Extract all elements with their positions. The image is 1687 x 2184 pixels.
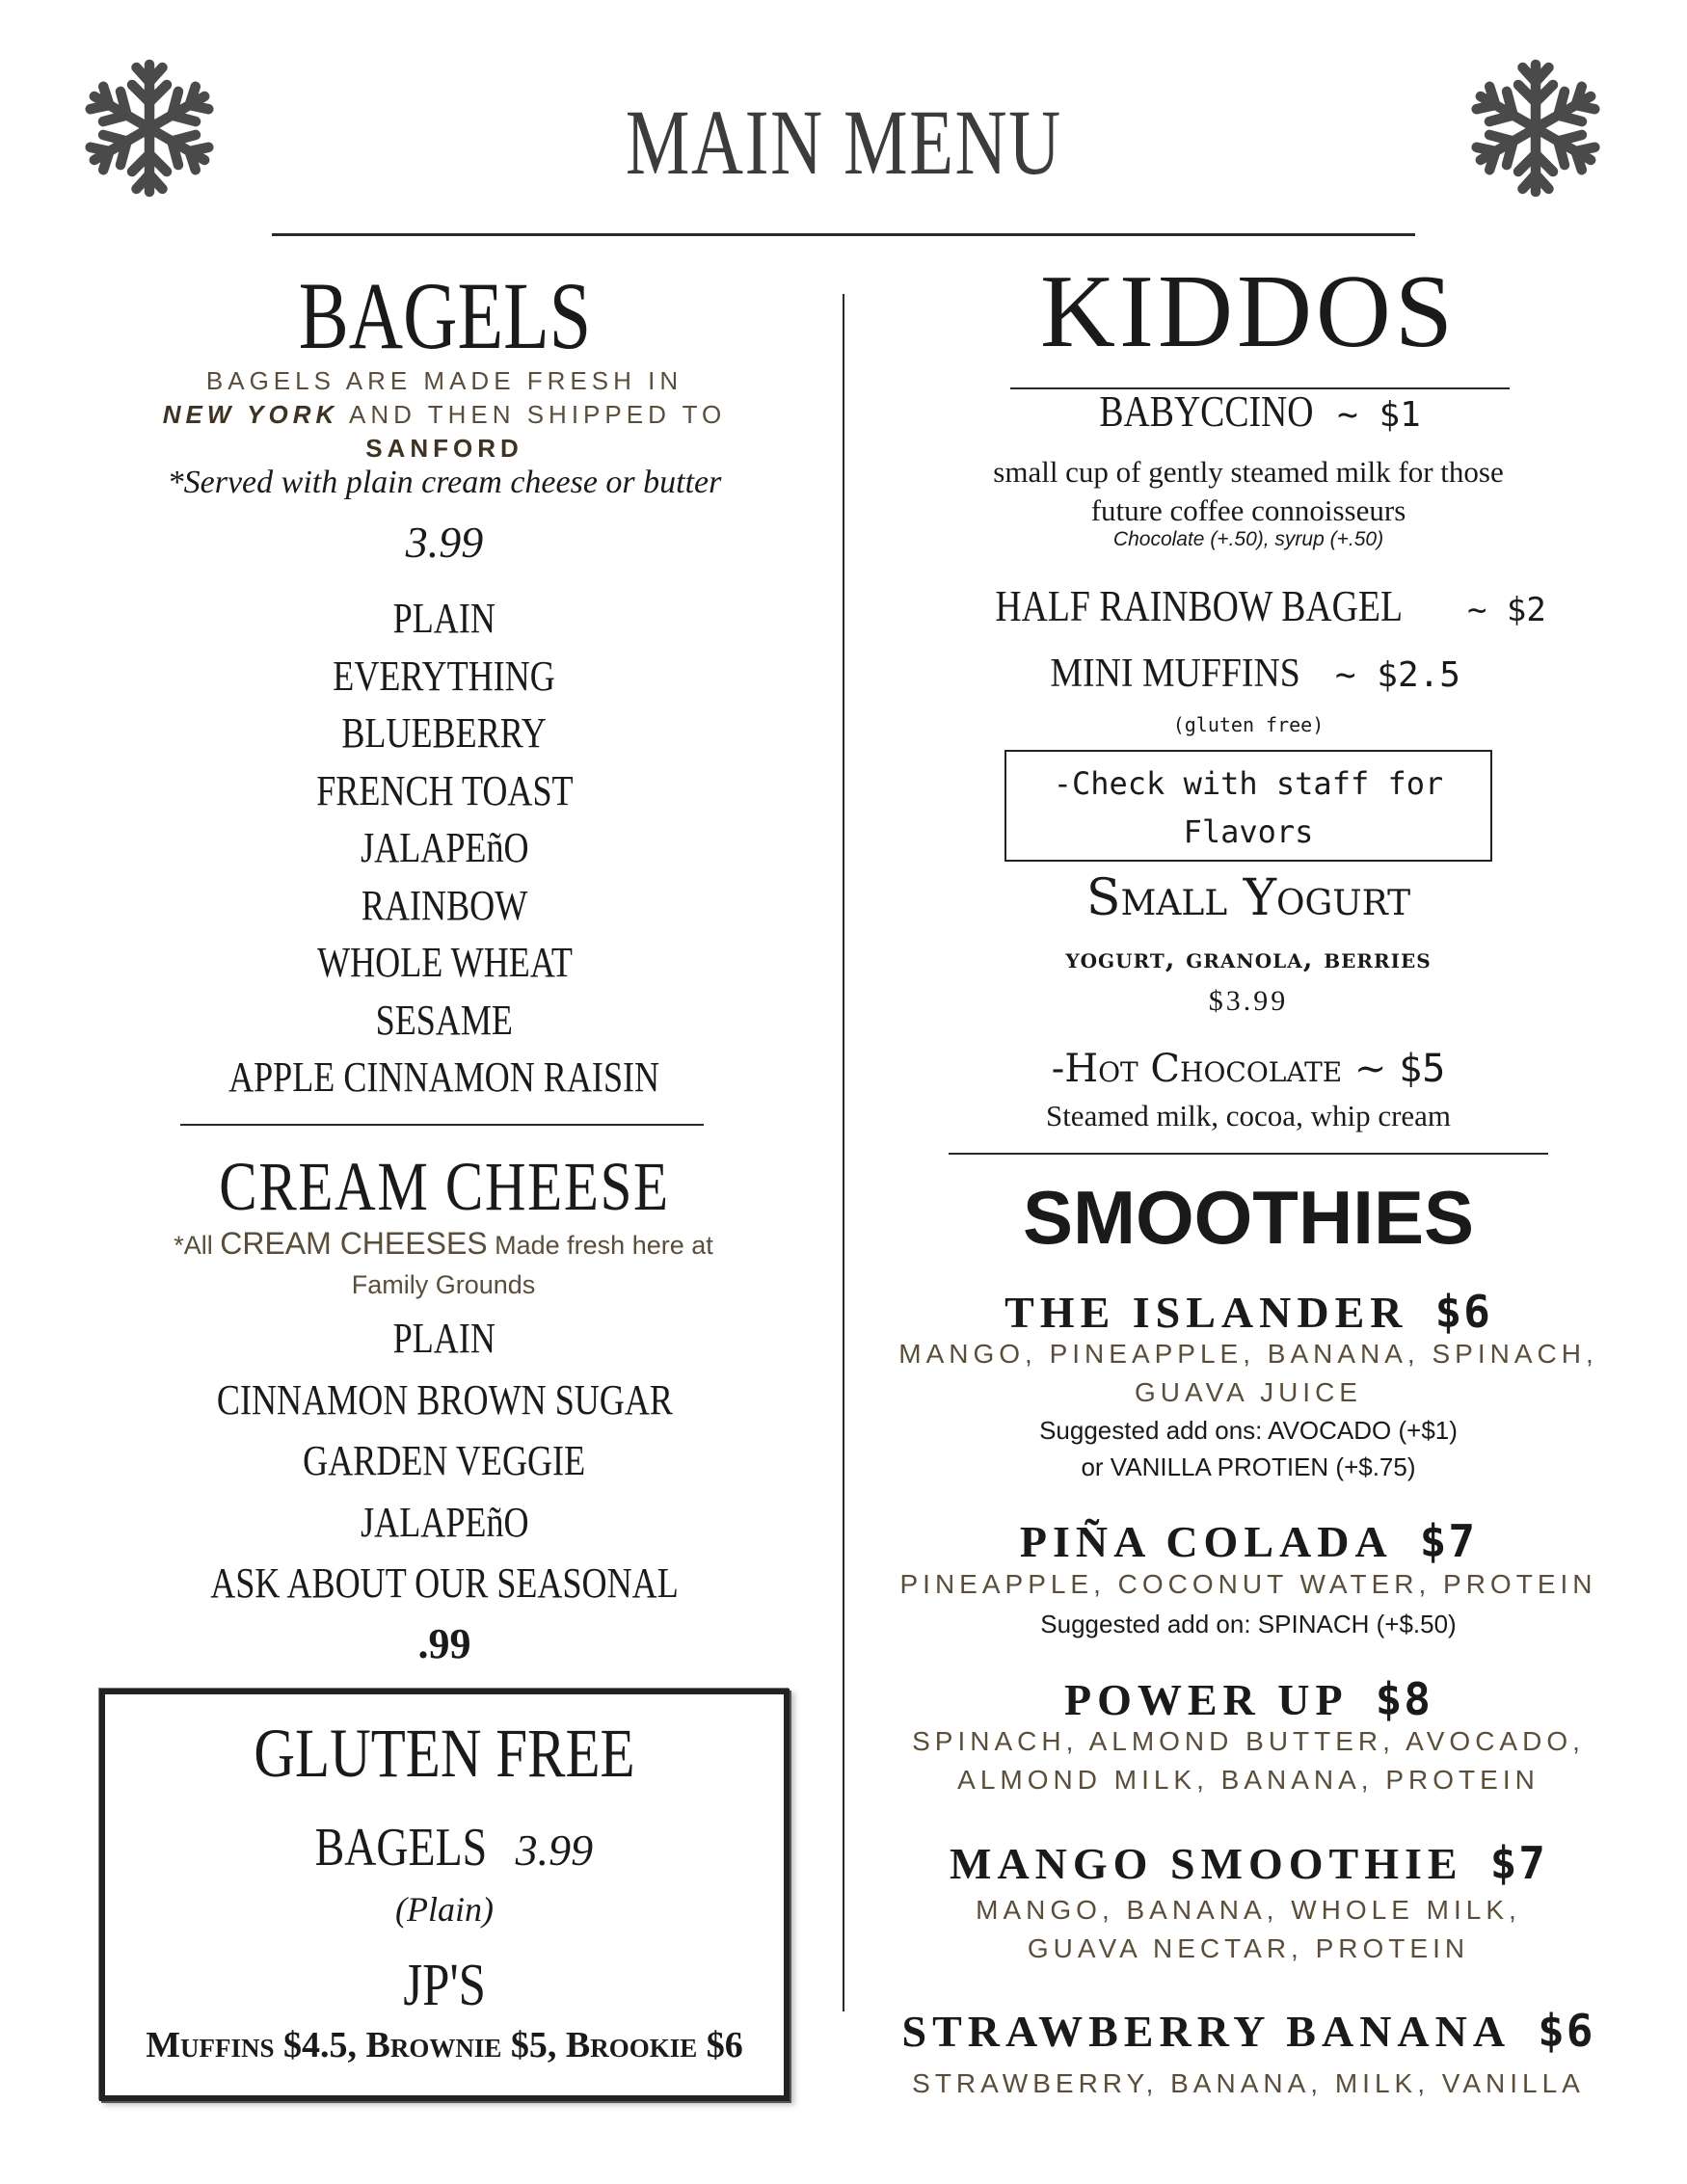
smoothie-ingredients: STRAWBERRY, BANANA, MILK, VANILLA — [912, 2068, 1585, 2098]
cream-cheese-heading: CREAM CHEESE — [219, 1148, 670, 1225]
bagels-origin-line1: BAGELS ARE MADE FRESH IN — [205, 366, 683, 395]
list-item: ASK ABOUT OUR SEASONAL — [210, 1559, 679, 1607]
smoothie-name: THE ISLANDER $6 — [1004, 1286, 1492, 1338]
mini-muffins-note: (gluten free) — [1172, 713, 1325, 736]
smoothie-name: PIÑA COLADA $7 — [1019, 1515, 1478, 1567]
small-yogurt-description: yogurt, granola, berries — [1065, 943, 1432, 974]
cream-cheese-note: *All CREAM CHEESES Made fresh here at Family Grounds — [174, 1226, 713, 1299]
half-rainbow-bagel-item: HALF RAINBOW BAGEL ~ $2 — [995, 581, 1546, 630]
gluten-free-bagels: BAGELS 3.99 — [314, 1818, 594, 1878]
list-item: PLAIN — [392, 1315, 496, 1362]
list-item: RAINBOW — [361, 881, 528, 929]
page-title: MAIN MENU — [625, 91, 1062, 194]
bagels-served-note: *Served with plain cream cheese or butter — [167, 465, 722, 500]
gluten-free-bagels-note: (Plain) — [395, 1890, 494, 1929]
smoothie-ingredients: SPINACH, ALMOND BUTTER, AVOCADO, ALMOND MILK, BANANA, PROTEIN — [912, 1726, 1585, 1795]
jps-heading: JP'S — [403, 1953, 486, 2018]
list-item: GARDEN VEGGIE — [303, 1437, 586, 1484]
smoothie-name: POWER UP $8 — [1064, 1673, 1433, 1725]
smoothie-ingredients: MANGO, PINEAPPLE, BANANA, SPINACH, GUAVA JUICE — [898, 1339, 1598, 1407]
babyccino-description: small cup of gently steamed milk for those future coffee connoisseurs — [993, 455, 1504, 527]
list-item: CINNAMON BROWN SUGAR — [216, 1375, 673, 1424]
bagels-heading: BAGELS — [298, 262, 591, 369]
gluten-free-heading: GLUTEN FREE — [254, 1715, 635, 1792]
list-item: JALAPEñO — [360, 824, 529, 871]
list-item: PLAIN — [392, 595, 496, 642]
section-divider — [180, 1124, 704, 1126]
hot-chocolate-description: Steamed milk, cocoa, whip cream — [1045, 1099, 1452, 1132]
smoothie-name: STRAWBERRY BANANA $6 — [901, 2005, 1595, 2057]
cream-cheese-list — [125, 1308, 763, 1614]
cream-cheese-price: .99 — [417, 1620, 471, 1667]
smoothie-add-ons: Suggested add on: SPINACH (+$.50) — [1040, 1610, 1457, 1638]
jps-treats: Muffins $4.5, Brownie $5, Brookie $6 — [146, 2025, 743, 2065]
list-item: SESAME — [375, 996, 514, 1044]
small-yogurt-price: $3.99 — [1208, 985, 1289, 1017]
title-divider — [272, 233, 1415, 236]
list-item: JALAPEñO — [360, 1498, 529, 1546]
list-item: FRENCH TOAST — [315, 766, 574, 814]
staff-note: -Check with staff for Flavors — [1053, 765, 1444, 850]
bagels-origin-line3: SANFORD — [365, 434, 523, 463]
list-item: EVERYTHING — [333, 652, 556, 700]
smoothies-heading: SMOOTHIES — [1022, 1175, 1475, 1260]
list-item: BLUEBERRY — [341, 709, 548, 757]
mini-muffins-item: MINI MUFFINS ~ $2.5 — [1050, 652, 1460, 696]
section-divider — [949, 1153, 1548, 1155]
bagel-flavor-list — [125, 590, 763, 1106]
smoothie-name: MANGO SMOOTHIE $7 — [950, 1837, 1547, 1889]
hot-chocolate-item: -Hot Chocolate ~ $5 — [1051, 1047, 1446, 1091]
bagels-origin-line2: NEW YORK AND THEN SHIPPED TO — [162, 400, 727, 429]
small-yogurt-item: Small Yogurt — [1085, 869, 1411, 927]
column-divider — [843, 294, 844, 2011]
babyccino-item: BABYCCINO ~ $1 — [1099, 386, 1421, 436]
smoothie-ingredients: PINEAPPLE, COCONUT WATER, PROTEIN — [899, 1569, 1597, 1599]
list-item: APPLE CINNAMON RAISIN — [228, 1053, 660, 1101]
bagels-price: 3.99 — [405, 518, 484, 567]
list-item: WHOLE WHEAT — [316, 939, 573, 986]
smoothie-ingredients: MANGO, BANANA, WHOLE MILK, GUAVA NECTAR, PROTEIN — [976, 1895, 1521, 1963]
babyccino-extras: Chocolate (+.50), syrup (+.50) — [1112, 528, 1384, 550]
kiddos-heading: KIDDOS — [1039, 254, 1457, 369]
smoothie-add-ons: Suggested add ons: AVOCADO (+$1) or VANILLA PROTIEN (+$.75) — [1039, 1416, 1458, 1481]
